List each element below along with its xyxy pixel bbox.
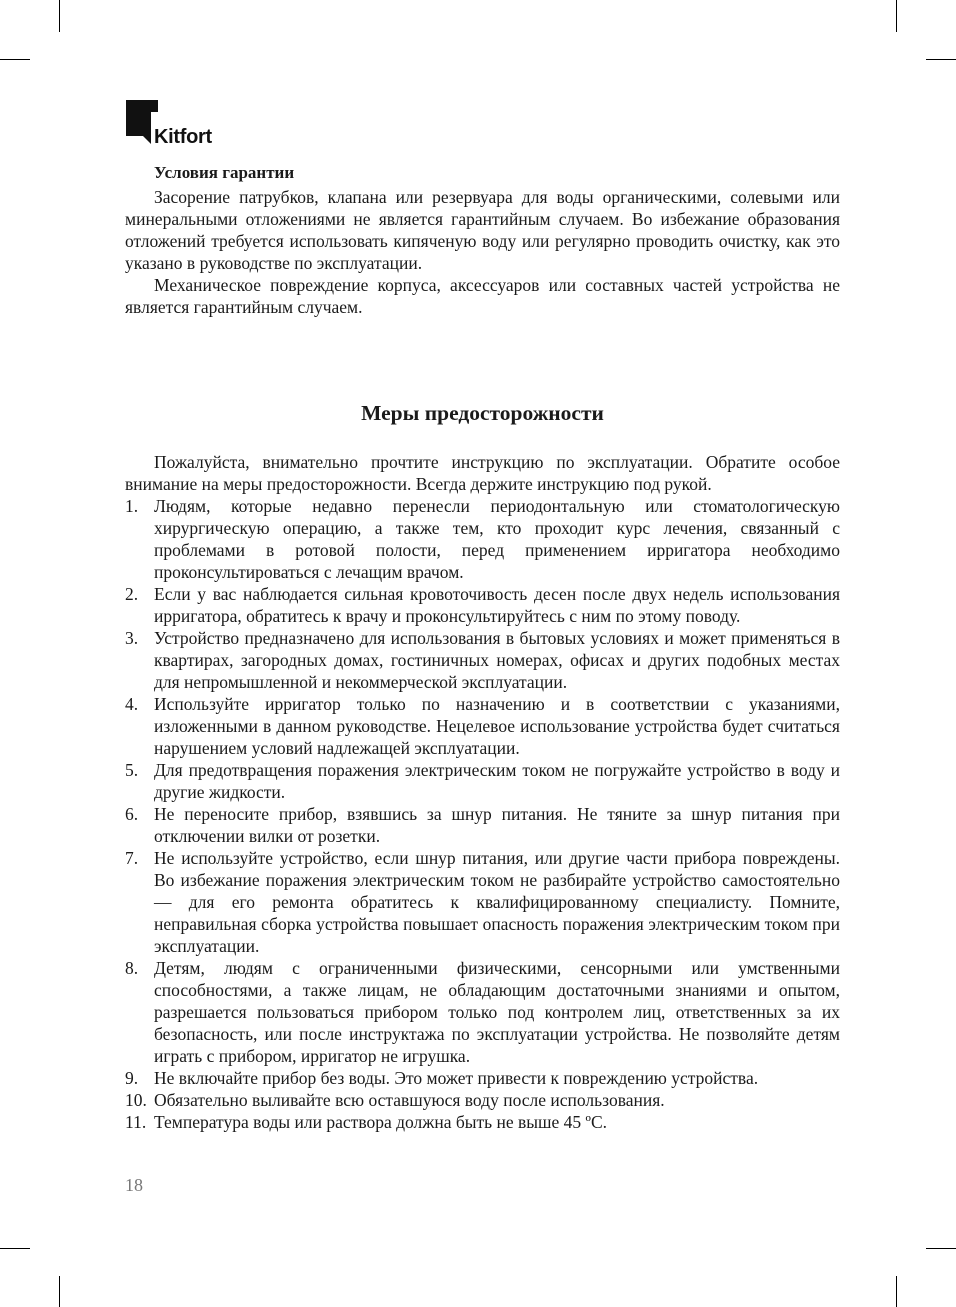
list-item-number: 7.	[125, 848, 139, 868]
list-item-text: Для предотвращения поражения электрическим током не погружайте устройство в воду и другие жидкости.	[154, 760, 840, 802]
list-item-text: Не используйте устройство, если шнур питания, или другие части прибора повреждены. Во избежание поражения электрическим током не разбирайте устройство самостоятельно — для его ремонта обратитесь к квалифицированному специалисту. Помните, неправильная сборка устройства повышает опасность поражения электрическим током при эксплуатации.	[154, 848, 840, 956]
list-item	[125, 627, 840, 693]
list-item-text: Используйте ирригатор только по назначению и в соответствии с указаниями, изложенными в данном руководстве. Нецелевое использование устройства будет считаться нарушением условий надлежащей эксплуатации.	[154, 694, 840, 758]
brand-name: Kitfort	[154, 126, 212, 148]
precautions-list	[125, 495, 840, 1133]
section-title: Меры предосторожности	[361, 401, 604, 425]
list-item-text: Не включайте прибор без воды. Это может привести к повреждению устройства.	[154, 1068, 759, 1088]
list-item-text: Детям, людям с ограниченными физическими, сенсорными или умственными способностями, а также лицам, не обладающим достаточными знаниями и опытом, разрешается пользоваться прибором только под контролем лиц, ответственных за их безопасность, или после инструктажа по эксплуатации устройства. Не позволяйте детям играть с прибором, ирригатор не игрушка.	[154, 958, 840, 1066]
list-item	[125, 495, 840, 583]
list-item	[125, 803, 840, 847]
list-item	[125, 583, 840, 627]
list-item-number: 11.	[125, 1112, 147, 1132]
list-item	[125, 957, 840, 1067]
list-item-text: Температура воды или раствора должна быть не выше 45 ºС.	[154, 1112, 608, 1132]
warranty-paragraph: Засорение патрубков, клапана или резервуара для воды органическими, солевыми или минеральными отложениями не является гарантийным случаем. Во избежание образования отложений требуется использовать кипяченую воду или регулярно проводить очистку, как это указано в руководстве по эксплуатации.	[125, 187, 840, 273]
list-item	[125, 847, 840, 957]
list-item-text: Обязательно выливайте всю оставшуюся воду после использования.	[154, 1090, 665, 1110]
list-item-text: Не переносите прибор, взявшись за шнур питания. Не тяните за шнур питания при отключении вилки от розетки.	[154, 804, 840, 846]
list-item-number: 5.	[125, 760, 139, 780]
page-number: 18	[125, 1175, 143, 1195]
crop-mark	[59, 1276, 60, 1307]
list-item-number: 10.	[125, 1090, 147, 1110]
crop-mark	[926, 1248, 956, 1249]
list-item	[125, 1111, 840, 1133]
crop-mark	[896, 0, 897, 32]
warranty-title: Условия гарантии	[154, 163, 295, 182]
crop-mark	[926, 59, 956, 60]
list-item-text: Устройство предназначено для использования в бытовых условиях и может применяться в квартирах, загородных домах, гостиничных номерах, офисах и других подобных местах для непромышленной и некоммерческой эксплуатации.	[154, 628, 840, 692]
list-item-number: 1.	[125, 496, 139, 516]
list-item	[125, 1089, 840, 1111]
list-item-number: 6.	[125, 804, 139, 824]
list-item-number: 3.	[125, 628, 139, 648]
list-item-number: 8.	[125, 958, 139, 978]
list-item-text: Людям, которые недавно перенесли периодонтальную или стоматологическую хирургическую операцию, а также тем, кто проходит курс лечения, связанный с проблемами в ротовой полости, перед применением ирригатора необходимо проконсультироваться с лечащим врачом.	[154, 496, 840, 582]
list-item-text: Если у вас наблюдается сильная кровоточивость десен после двух недель использования ирригатора, обратитесь к врачу и проконсультируйтесь с ним по этому поводу.	[154, 584, 840, 626]
list-item	[125, 693, 840, 759]
precautions-intro: Пожалуйста, внимательно прочтите инструкцию по эксплуатации. Обратите особое внимание на меры предосторожности. Всегда держите инструкцию под рукой.	[125, 452, 840, 494]
precautions-body	[125, 451, 840, 1133]
crop-mark	[0, 59, 30, 60]
crop-mark	[896, 1276, 897, 1307]
warranty-body	[125, 186, 840, 318]
list-item-number: 9.	[125, 1068, 139, 1088]
list-item-number: 2.	[125, 584, 139, 604]
list-item	[125, 759, 840, 803]
warranty-paragraph: Механическое повреждение корпуса, аксессуаров или составных частей устройства не является гарантийным случаем.	[125, 275, 840, 317]
crop-mark	[59, 0, 60, 32]
list-item-number: 4.	[125, 694, 139, 714]
crop-mark	[0, 1248, 30, 1249]
list-item	[125, 1067, 840, 1089]
